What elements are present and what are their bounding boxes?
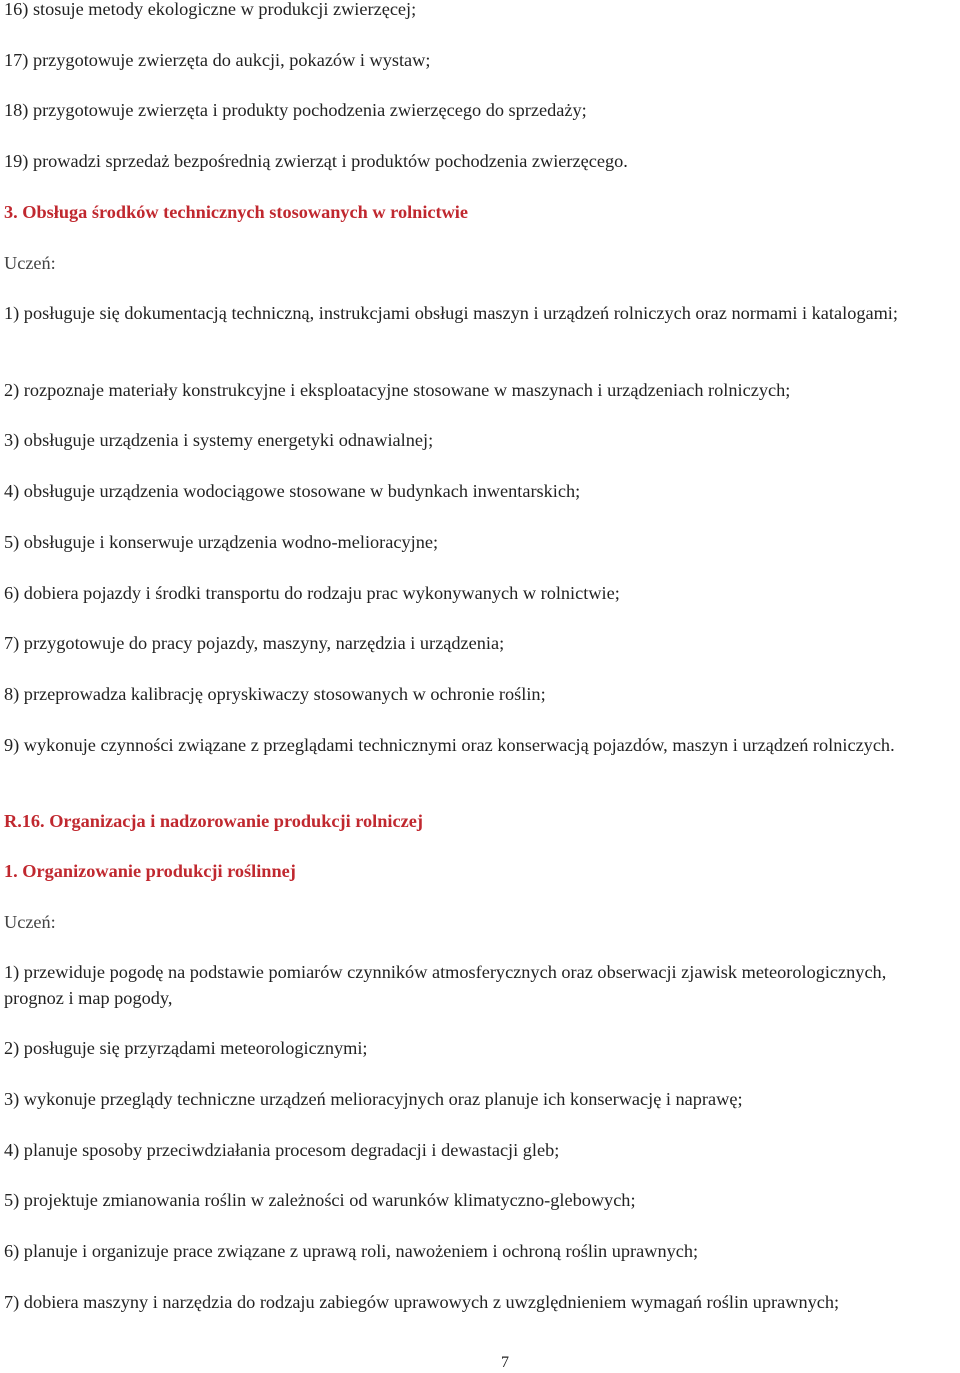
page-number: 7 [501, 1354, 509, 1371]
section-heading: 1. Organizowanie produkcji roślinnej [4, 861, 296, 881]
list-item: 2) posługuje się przyrządami meteorologicznymi; [4, 1038, 368, 1058]
list-item: 3) wykonuje przeglądy techniczne urządzeń melioracyjnych oraz planuje ich konserwację i naprawę; [4, 1089, 743, 1109]
list-item: 4) planuje sposoby przeciwdziałania procesom degradacji i dewastacji gleb; [4, 1140, 560, 1160]
list-item: 16) stosuje metody ekologiczne w produkcji zwierzęcej; [4, 0, 417, 19]
list-item: 3) obsługuje urządzenia i systemy energetyki odnawialnej; [4, 430, 434, 450]
list-item: 8) przeprowadza kalibrację opryskiwaczy stosowanych w ochronie roślin; [4, 684, 546, 704]
list-item: 1) przewiduje pogodę na podstawie pomiarów czynników atmosferycznych oraz obserwacji zjawisk meteorologicznych, prognoz i map pogody, [4, 962, 887, 1008]
section-heading: 3. Obsługa środków technicznych stosowanych w rolnictwie [4, 202, 469, 222]
student-label: Uczeń: [4, 253, 56, 273]
list-item: 6) planuje i organizuje prace związane z uprawą roli, nawożeniem i ochroną roślin uprawnych; [4, 1241, 699, 1261]
list-item: 4) obsługuje urządzenia wodociągowe stosowane w budynkach inwentarskich; [4, 481, 581, 501]
qualification-heading: R.16. Organizacja i nadzorowanie produkcji rolniczej [4, 811, 423, 831]
list-item: 18) przygotowuje zwierzęta i produkty pochodzenia zwierzęcego do sprzedaży; [4, 100, 587, 120]
list-item: 7) dobiera maszyny i narzędzia do rodzaju zabiegów uprawowych z uwzględnieniem wymagań roślin uprawnych; [4, 1292, 840, 1312]
list-item: 19) prowadzi sprzedaż bezpośrednią zwierząt i produktów pochodzenia zwierzęcego. [4, 151, 628, 171]
list-item: 5) obsługuje i konserwuje urządzenia wodno-melioracyjne; [4, 532, 439, 552]
list-item: 6) dobiera pojazdy i środki transportu do rodzaju prac wykonywanych w rolnictwie; [4, 583, 620, 603]
list-item: 9) wykonuje czynności związane z przeglądami technicznymi oraz konserwacją pojazdów, maszyn i urządzeń rolniczych. [4, 735, 895, 755]
list-item: 5) projektuje zmianowania roślin w zależności od warunków klimatyczno-glebowych; [4, 1190, 636, 1210]
list-item: 7) przygotowuje do pracy pojazdy, maszyny, narzędzia i urządzenia; [4, 633, 505, 653]
list-item: 1) posługuje się dokumentacją techniczną, instrukcjami obsługi maszyn i urządzeń rolniczych oraz normami i katalogami; [4, 303, 898, 323]
list-item: 2) rozpoznaje materiały konstrukcyjne i eksploatacyjne stosowane w maszynach i urządzeniach rolniczych; [4, 380, 791, 400]
student-label: Uczeń: [4, 912, 56, 932]
list-item: 17) przygotowuje zwierzęta do aukcji, pokazów i wystaw; [4, 50, 431, 70]
